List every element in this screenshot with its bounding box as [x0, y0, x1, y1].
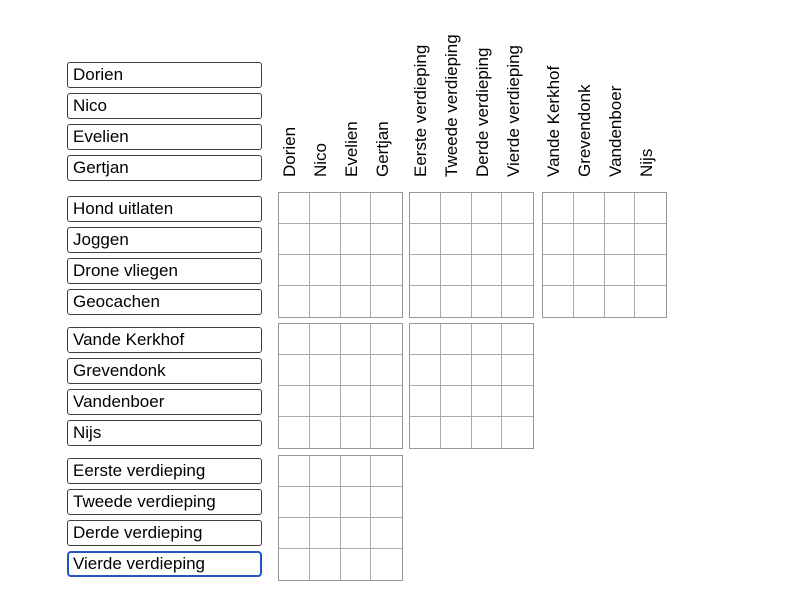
grid-cell[interactable]: [310, 355, 341, 386]
grid-cell[interactable]: [279, 224, 310, 255]
grid-cell[interactable]: [371, 324, 402, 355]
grid-cell[interactable]: [279, 286, 310, 317]
grid-cell[interactable]: [502, 417, 533, 448]
grid-cell[interactable]: [574, 255, 605, 286]
grid-cell[interactable]: [441, 224, 472, 255]
grid-cell[interactable]: [441, 255, 472, 286]
grid-cell[interactable]: [441, 417, 472, 448]
grid-cell[interactable]: [472, 417, 503, 448]
grid-cell[interactable]: [279, 456, 310, 487]
grid-cell[interactable]: [341, 255, 372, 286]
grid-cell[interactable]: [310, 224, 341, 255]
column-header-floors-0: Eerste verdieping: [411, 44, 430, 177]
grid-cell[interactable]: [502, 255, 533, 286]
grid-cell[interactable]: [371, 286, 402, 317]
grid-cell[interactable]: [410, 417, 441, 448]
grid-cell[interactable]: [341, 386, 372, 417]
grid-cell[interactable]: [472, 355, 503, 386]
grid-cell[interactable]: [543, 286, 574, 317]
row-label-input-activities-2[interactable]: [67, 258, 262, 284]
column-header-surnames-1: Grevendonk: [575, 84, 594, 177]
grid-cell[interactable]: [310, 456, 341, 487]
grid-cell[interactable]: [502, 224, 533, 255]
grid-cell[interactable]: [543, 224, 574, 255]
grid-cell[interactable]: [574, 193, 605, 224]
column-header-names-2: Evelien: [342, 121, 361, 177]
grid-cell[interactable]: [543, 193, 574, 224]
row-label-input-activities-3[interactable]: [67, 289, 262, 315]
grid-cell[interactable]: [441, 324, 472, 355]
grid-cell[interactable]: [502, 355, 533, 386]
column-header-surnames-3: Nijs: [637, 148, 656, 177]
grid-cell[interactable]: [341, 324, 372, 355]
grid-cell[interactable]: [472, 255, 503, 286]
column-header-floors-2: Derde verdieping: [473, 47, 492, 177]
row-label-input-names-0[interactable]: [67, 62, 262, 88]
grid-cell[interactable]: [310, 518, 341, 549]
grid-cell[interactable]: [605, 255, 636, 286]
row-label-input-activities-0[interactable]: [67, 196, 262, 222]
grid-cell[interactable]: [341, 286, 372, 317]
grid-cell[interactable]: [441, 193, 472, 224]
grid-cell[interactable]: [341, 549, 372, 580]
row-label-input-floors-0[interactable]: [67, 458, 262, 484]
row-label-input-names-2[interactable]: [67, 124, 262, 150]
grid-cell[interactable]: [371, 417, 402, 448]
row-label-input-floors-1[interactable]: [67, 489, 262, 515]
row-label-input-names-1[interactable]: [67, 93, 262, 119]
grid-cell[interactable]: [279, 487, 310, 518]
grid-cell[interactable]: [635, 286, 666, 317]
grid-cell[interactable]: [310, 324, 341, 355]
grid-cell[interactable]: [279, 324, 310, 355]
row-label-input-surnames-3[interactable]: [67, 420, 262, 446]
grid-block-r0-c1: [409, 192, 534, 318]
grid-cell[interactable]: [410, 355, 441, 386]
grid-block-r0-c0: [278, 192, 403, 318]
grid-cell[interactable]: [310, 193, 341, 224]
grid-cell[interactable]: [502, 286, 533, 317]
grid-cell[interactable]: [472, 193, 503, 224]
grid-cell[interactable]: [410, 255, 441, 286]
grid-cell[interactable]: [279, 193, 310, 224]
grid-block-r1-c0: [278, 323, 403, 449]
row-label-input-surnames-1[interactable]: [67, 358, 262, 384]
grid-cell[interactable]: [605, 224, 636, 255]
grid-cell[interactable]: [371, 456, 402, 487]
grid-cell[interactable]: [472, 386, 503, 417]
grid-cell[interactable]: [310, 286, 341, 317]
grid-cell[interactable]: [441, 355, 472, 386]
grid-cell[interactable]: [410, 286, 441, 317]
row-label-input-surnames-2[interactable]: [67, 389, 262, 415]
column-header-surnames-0: Vande Kerkhof: [544, 65, 563, 177]
grid-cell[interactable]: [371, 386, 402, 417]
grid-cell[interactable]: [472, 224, 503, 255]
grid-cell[interactable]: [502, 386, 533, 417]
grid-cell[interactable]: [472, 324, 503, 355]
grid-cell[interactable]: [574, 224, 605, 255]
grid-cell[interactable]: [410, 193, 441, 224]
grid-cell[interactable]: [635, 224, 666, 255]
grid-cell[interactable]: [310, 255, 341, 286]
grid-cell[interactable]: [279, 255, 310, 286]
row-label-input-activities-1[interactable]: [67, 227, 262, 253]
grid-cell[interactable]: [635, 255, 666, 286]
grid-cell[interactable]: [279, 386, 310, 417]
grid-cell[interactable]: [574, 286, 605, 317]
grid-cell[interactable]: [371, 518, 402, 549]
grid-cell[interactable]: [410, 386, 441, 417]
column-header-floors-3: Vierde verdieping: [504, 45, 523, 177]
grid-cell[interactable]: [371, 487, 402, 518]
grid-cell[interactable]: [341, 417, 372, 448]
grid-cell[interactable]: [371, 549, 402, 580]
grid-cell[interactable]: [341, 487, 372, 518]
grid-cell[interactable]: [310, 386, 341, 417]
row-label-input-floors-2[interactable]: [67, 520, 262, 546]
grid-cell[interactable]: [341, 355, 372, 386]
row-label-input-surnames-0[interactable]: [67, 327, 262, 353]
column-header-names-3: Gertjan: [373, 121, 392, 177]
grid-block-r1-c1: [409, 323, 534, 449]
column-header-surnames-2: Vandenboer: [606, 85, 625, 177]
column-header-floors-1: Tweede verdieping: [442, 34, 461, 177]
column-header-names-1: Nico: [311, 142, 330, 177]
grid-cell[interactable]: [341, 224, 372, 255]
grid-cell[interactable]: [279, 518, 310, 549]
grid-cell[interactable]: [605, 286, 636, 317]
grid-cell[interactable]: [441, 286, 472, 317]
grid-cell[interactable]: [410, 324, 441, 355]
row-label-input-floors-3-focused[interactable]: [67, 551, 262, 577]
grid-cell[interactable]: [341, 518, 372, 549]
grid-cell[interactable]: [410, 224, 441, 255]
grid-cell[interactable]: [635, 193, 666, 224]
row-label-input-names-3[interactable]: [67, 155, 262, 181]
grid-cell[interactable]: [341, 193, 372, 224]
grid-cell[interactable]: [472, 286, 503, 317]
grid-cell[interactable]: [279, 417, 310, 448]
grid-cell[interactable]: [371, 355, 402, 386]
column-header-names-0: Dorien: [280, 126, 299, 177]
grid-cell[interactable]: [371, 255, 402, 286]
grid-cell[interactable]: [543, 255, 574, 286]
grid-cell[interactable]: [279, 355, 310, 386]
grid-block-r2-c0: [278, 455, 403, 581]
grid-cell[interactable]: [502, 193, 533, 224]
grid-cell[interactable]: [310, 417, 341, 448]
grid-cell[interactable]: [310, 549, 341, 580]
grid-cell[interactable]: [341, 456, 372, 487]
grid-cell[interactable]: [502, 324, 533, 355]
grid-cell[interactable]: [279, 549, 310, 580]
grid-block-r0-c2: [542, 192, 667, 318]
grid-cell[interactable]: [605, 193, 636, 224]
grid-cell[interactable]: [310, 487, 341, 518]
grid-cell[interactable]: [441, 386, 472, 417]
grid-cell[interactable]: [371, 224, 402, 255]
grid-cell[interactable]: [371, 193, 402, 224]
